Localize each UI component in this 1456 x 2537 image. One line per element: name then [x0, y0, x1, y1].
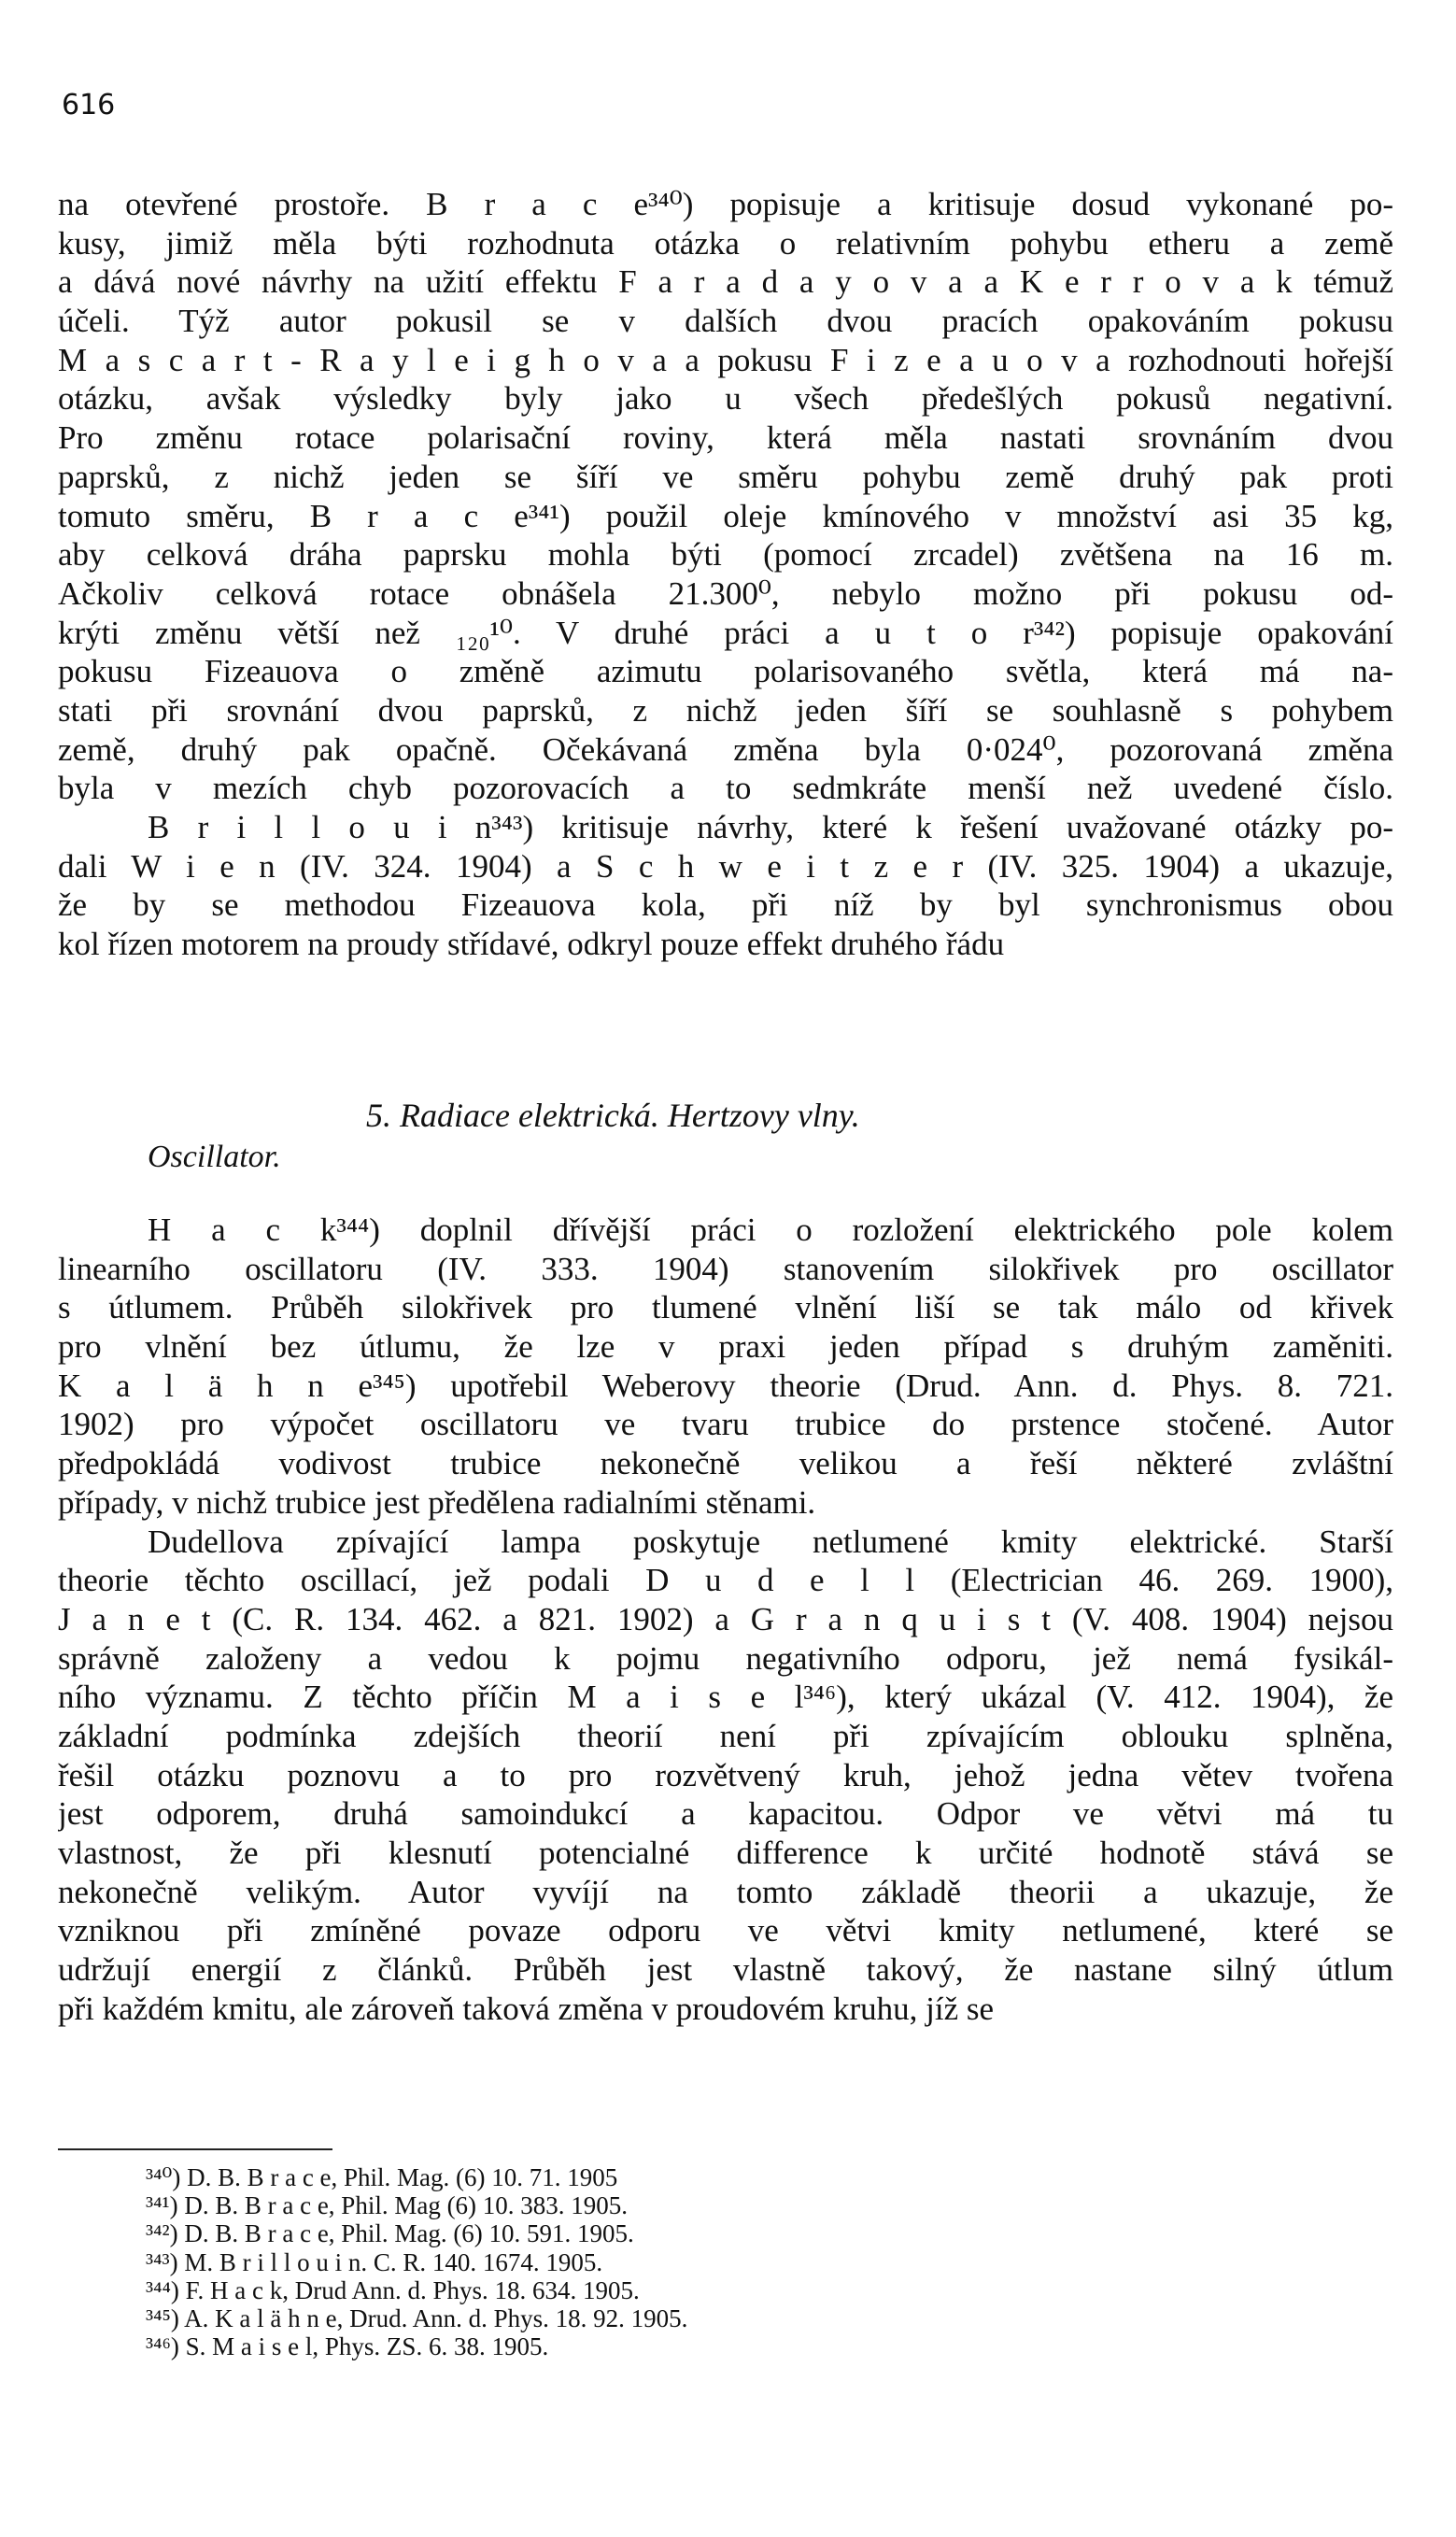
- text-line: jest odporem, druhá samoindukcí a kapacitou. Odpor ve větvi má tu: [58, 1795, 1393, 1833]
- body-text-top: [58, 185, 1393, 964]
- section-title: 5. Radiace elektrická. Hertzovy vlny.: [366, 1097, 860, 1134]
- section-heading: [0, 1095, 1456, 1179]
- text-line: linearního oscillatoru (IV. 333. 1904) stanovením silokřivek pro oscillator: [58, 1250, 1393, 1287]
- text-line: kusy, jimiž měla býti rozhodnuta otázka o relativním pohybu etheru a země: [58, 224, 1393, 262]
- text-line: dali W i e n (IV. 324. 1904) a S c h w e i t z e r (IV. 325. 1904) a ukazuje,: [58, 847, 1393, 885]
- text-line: otázku, avšak výsledky byly jako u všech předešlých pokusů negativní.: [58, 380, 1393, 418]
- text-line: pokusu Fizeauova o změně azimutu polarisovaného světla, která má na-: [58, 653, 1393, 690]
- footnote: ³⁴¹) D. B. B r a c e, Phil. Mag (6) 10. 383. 1905.: [146, 2191, 629, 2220]
- footnote: ³⁴⁶) S. M a i s e l, Phys. ZS. 6. 38. 1905.: [146, 2332, 549, 2361]
- body-text-bottom: [58, 1211, 1393, 2028]
- text-line: J a n e t (C. R. 134. 462. a 821. 1902) a G r a n q u i s t (V. 408. 1904) nejsou: [58, 1600, 1393, 1637]
- text-line: kol řízen motorem na proudy střídavé, odkryl pouze effekt druhého řádu: [58, 926, 1005, 963]
- page-number: 616: [62, 89, 116, 121]
- text-line: ního významu. Z těchto příčin M a i s e l³⁴⁶), který ukázal (V. 412. 1904), že: [58, 1679, 1393, 1716]
- text-line: Ačkoliv celková rotace obnášela 21.300⁰, nebylo možno při pokusu od-: [58, 574, 1393, 612]
- text-line: B r i l l o u i n³⁴³) kritisuje návrhy, které k řešení uvažované otázky po-: [148, 809, 1393, 845]
- text-line: K a l ä h n e³⁴⁵) upotřebil Weberovy theorie (Drud. Ann. d. Phys. 8. 721.: [58, 1367, 1393, 1404]
- text-line: paprsků, z nichž jeden se šíří ve směru pohybu země druhý pak proti: [58, 458, 1393, 495]
- text-line: s útlumem. Průběh silokřivek pro tlumené vlnění liší se tak málo od křivek: [58, 1289, 1393, 1326]
- text-line: byla v mezích chyb pozorovacích a to sedmkráte menší než uvedené číslo.: [58, 770, 1393, 807]
- text-line: případy, v nichž trubice jest předělena radialními stěnami.: [58, 1483, 816, 1521]
- text-line: 1902) pro výpočet oscillatoru ve tvaru trubice do prstence stočené. Autor: [58, 1406, 1393, 1443]
- text-line: udržují energií z článků. Průběh jest vlastně takový, že nastane silný útlum: [58, 1951, 1393, 1989]
- text-line: M a s c a r t - R a y l e i g h o v a a pokusu F i z e a u o v a rozhodnouti hořejší: [58, 341, 1393, 378]
- footnote-rule: [58, 2148, 332, 2150]
- text-line: Dudellova zpívající lampa poskytuje netlumené kmity elektrické. Starší: [148, 1523, 1393, 1560]
- text-line: vzniknou při zmíněné povaze odporu ve větvi kmity netlumené, které se: [58, 1912, 1393, 1949]
- footnote: ³⁴³) M. B r i l l o u i n. C. R. 140. 1674. 1905.: [146, 2247, 603, 2276]
- footnote: ³⁴⁴) F. H a c k, Drud Ann. d. Phys. 18. 634. 1905.: [146, 2275, 640, 2304]
- footnotes: [146, 2163, 1080, 2360]
- footnote: ³⁴⁰) D. B. B r a c e, Phil. Mag. (6) 10. 71. 1905: [146, 2163, 618, 2191]
- text-line: H a c k³⁴⁴) doplnil dřívější práci o rozložení elektrického pole kolem: [148, 1212, 1393, 1248]
- text-line: účeli. Týž autor pokusil se v dalších dvou pracích opakováním pokusu: [58, 303, 1393, 340]
- text-line: správně založeny a vedou k pojmu negativního odporu, jež nemá fysikál-: [58, 1639, 1393, 1677]
- text-line: na otevřené prostoře. B r a c e³⁴⁰) popisuje a kritisuje dosud vykonané po-: [58, 186, 1393, 222]
- text-line: vlastnost, že při klesnutí potencialné difference k určité hodnotě stává se: [58, 1835, 1393, 1871]
- text-line: Pro změnu rotace polarisační roviny, která měla nastati srovnáním dvou: [58, 419, 1393, 457]
- text-line: při každém kmitu, ale zároveň taková změna v proudovém kruhu, jíž se: [58, 1990, 995, 2027]
- text-line: tomuto směru, B r a c e³⁴¹) použil oleje kmínového v množství asi 35 kg,: [58, 497, 1393, 534]
- text-line: nekonečně velikým. Autor vyvíjí na tomto základě theorii a ukazuje, že: [58, 1873, 1393, 1910]
- text-line: základní podmínka zdejších theorií není při zpívajícím oblouku splněna,: [58, 1717, 1393, 1754]
- section-subtitle: Oscillator.: [148, 1140, 281, 1174]
- text-line: krýti změnu větší než ₁₂₀¹⁰. V druhé práci a u t o r³⁴²) popisuje opakování: [58, 614, 1393, 651]
- text-line: a dává nové návrhy na užití effektu F a r a d a y o v a a K e r r o v a k témuž: [58, 263, 1393, 301]
- footnote: ³⁴⁵) A. K a l ä h n e, Drud. Ann. d. Phys. 18. 92. 1905.: [146, 2303, 688, 2332]
- footnote: ³⁴²) D. B. B r a c e, Phil. Mag. (6) 10. 591. 1905.: [146, 2219, 634, 2248]
- text-line: že by se methodou Fizeauova kola, při níž by byl synchronismus obou: [58, 886, 1393, 924]
- text-line: předpokládá vodivost trubice nekonečně velikou a řeší některé zvláštní: [58, 1445, 1393, 1482]
- text-line: theorie těchto oscillací, jež podali D u d e l l (Electrician 46. 269. 1900),: [58, 1562, 1393, 1599]
- text-line: aby celková dráha paprsku mohla býti (pomocí zrcadel) zvětšena na 16 m.: [58, 536, 1393, 574]
- text-line: země, druhý pak opačně. Očekávaná změna byla 0·024⁰, pozorovaná změna: [58, 730, 1393, 768]
- text-line: pro vlnění bez útlumu, že lze v praxi jeden případ s druhým zaměniti.: [58, 1328, 1393, 1366]
- text-line: řešil otázku poznovu a to pro rozvětvený kruh, jehož jedna větev tvořena: [58, 1756, 1393, 1793]
- text-line: stati při srovnání dvou paprsků, z nichž jeden šíří se souhlasně s pohybem: [58, 691, 1393, 729]
